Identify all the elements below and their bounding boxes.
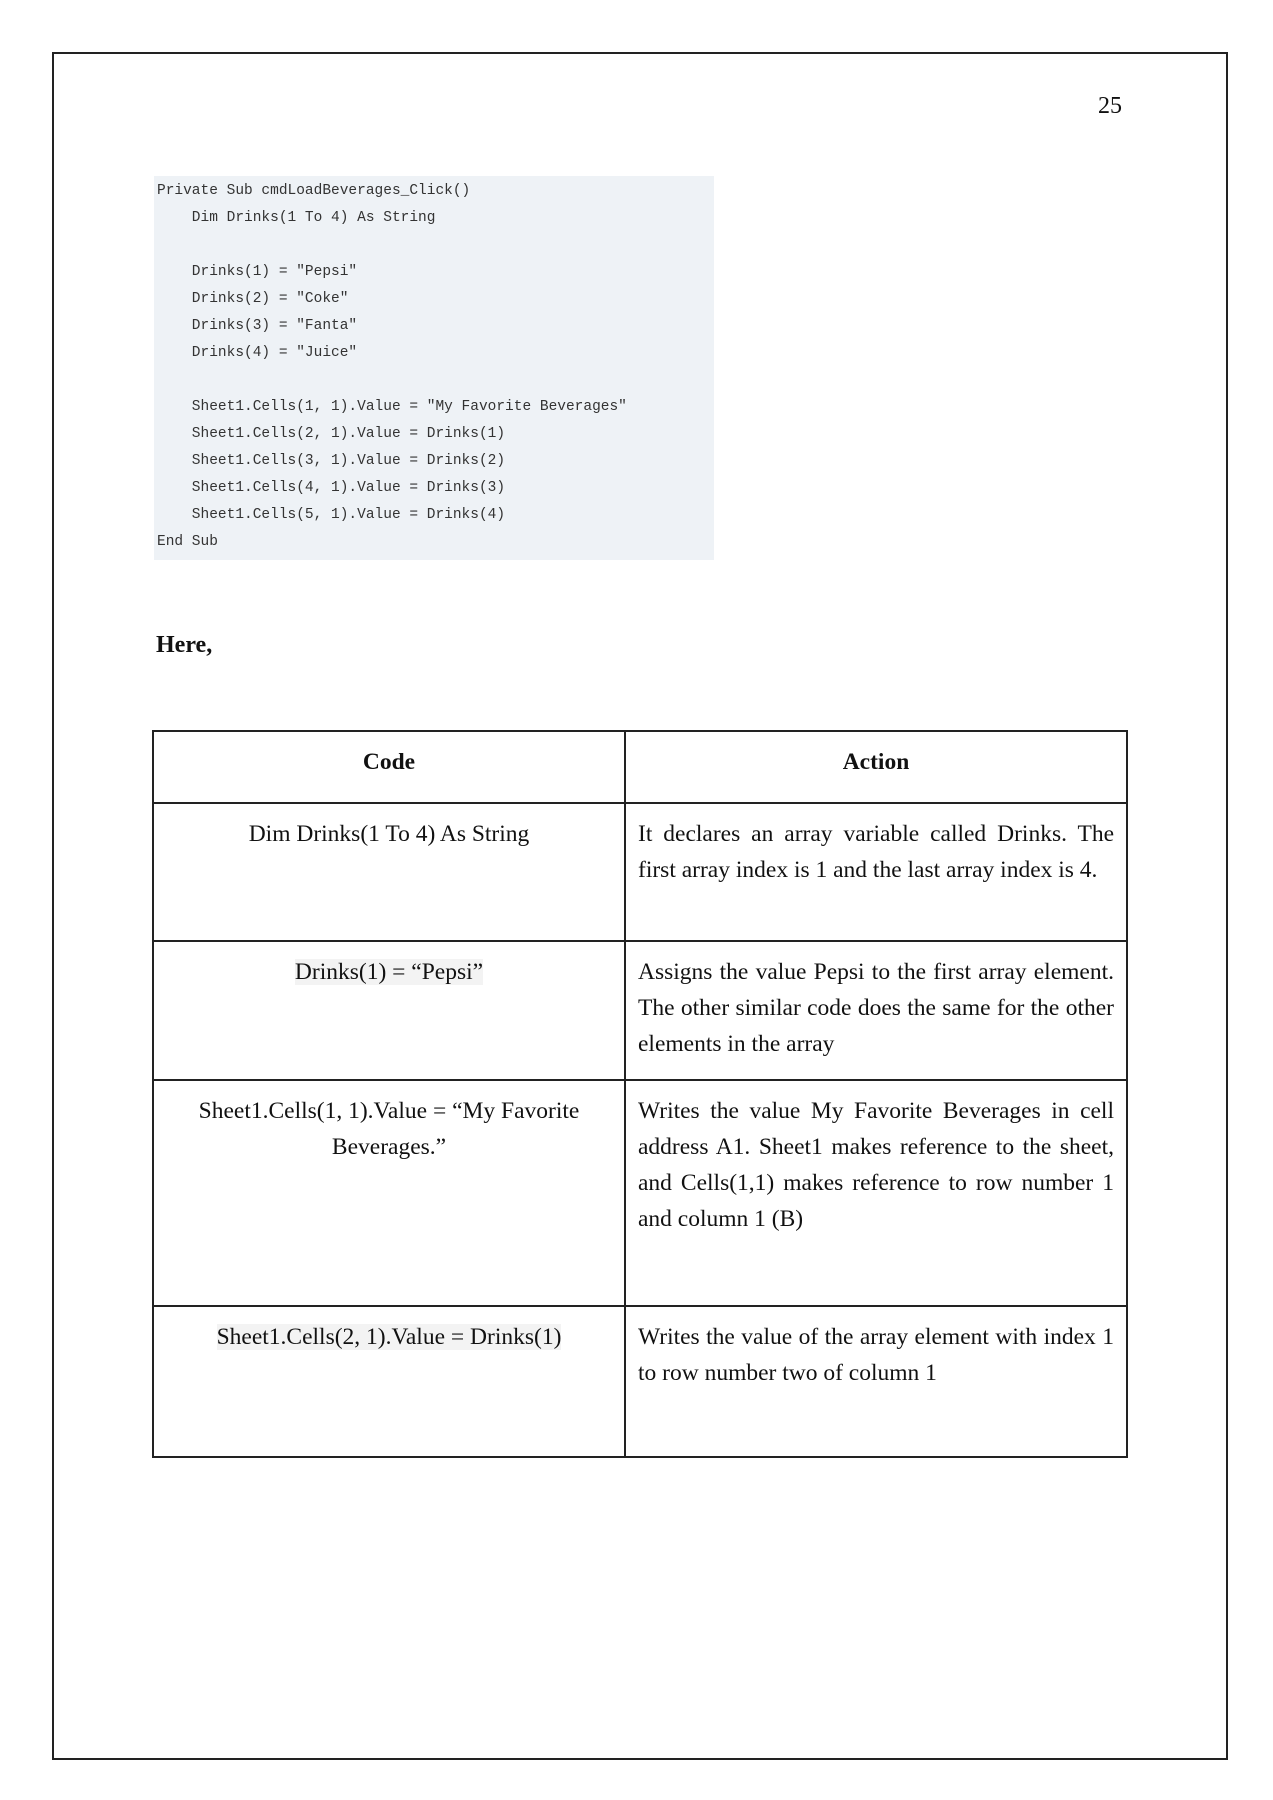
code-cell (153, 1306, 625, 1457)
table-row (153, 941, 1127, 1080)
table-row (153, 1080, 1127, 1306)
code-line: Drinks(2) = "Coke" (157, 291, 349, 307)
code-text: Sheet1.Cells(1, 1).Value = “My Favorite Beverages.” (198, 1098, 580, 1160)
here-label: Here, (156, 632, 213, 658)
code-line: Sheet1.Cells(5, 1).Value = Drinks(4) (157, 507, 506, 523)
code-line: End Sub (157, 534, 218, 550)
code-line (157, 232, 714, 259)
action-cell: Assigns the value Pepsi to the first array element. The other similar code does the same for the other elements in the array (625, 941, 1127, 1080)
code-line: Sheet1.Cells(4, 1).Value = Drinks(3) (157, 480, 506, 496)
action-cell: Writes the value My Favorite Beverages in cell address A1. Sheet1 makes reference to the sheet, and Cells(1,1) makes reference to row number 1 and column 1 (B) (625, 1080, 1127, 1306)
code-line: Private Sub cmdLoadBeverages_Click() (157, 183, 471, 199)
code-line: Drinks(1) = "Pepsi" (157, 264, 358, 280)
code-cell (153, 941, 625, 1080)
code-text: Dim Drinks(1 To 4) As String (248, 821, 530, 847)
code-text: Sheet1.Cells(2, 1).Value = Drinks(1) (216, 1324, 562, 1350)
table-row (153, 803, 1127, 941)
header-code: Code (153, 731, 625, 803)
table-row (153, 1306, 1127, 1457)
table-header-row (153, 731, 1127, 803)
code-line: Sheet1.Cells(1, 1).Value = "My Favorite Beverages" (157, 399, 627, 415)
code-line: Drinks(4) = "Juice" (157, 345, 358, 361)
header-action: Action (625, 731, 1127, 803)
code-text: Drinks(1) = “Pepsi” (294, 959, 484, 985)
action-cell: It declares an array variable called Drinks. The first array index is 1 and the last array index is 4. (625, 803, 1127, 941)
code-line: Sheet1.Cells(2, 1).Value = Drinks(1) (157, 426, 506, 442)
page-number: 25 (1098, 93, 1122, 119)
code-line: Dim Drinks(1 To 4) As String (157, 210, 436, 226)
code-cell (153, 803, 625, 941)
code-block (154, 176, 714, 560)
code-cell (153, 1080, 625, 1306)
code-action-table (152, 730, 1128, 1458)
code-line: Sheet1.Cells(3, 1).Value = Drinks(2) (157, 453, 506, 469)
action-cell: Writes the value of the array element with index 1 to row number two of column 1 (625, 1306, 1127, 1457)
code-line: Drinks(3) = "Fanta" (157, 318, 358, 334)
code-line (157, 367, 714, 394)
